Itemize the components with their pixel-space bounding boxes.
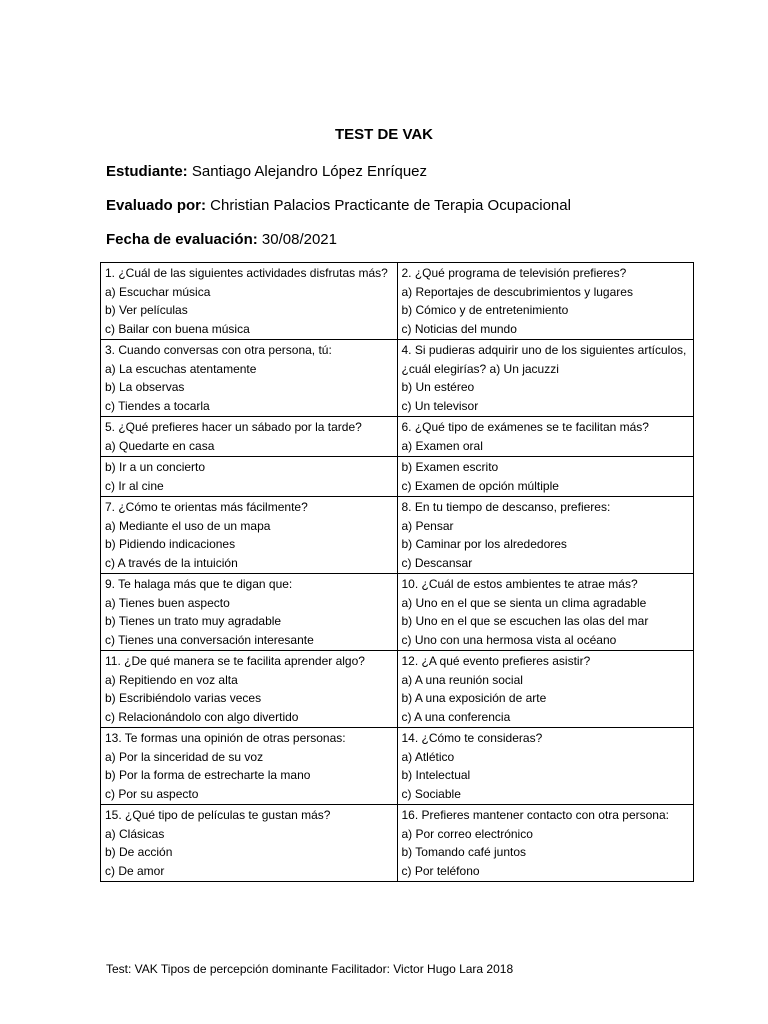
evaluator-line [106, 197, 571, 214]
answer-option: a) Quedarte en casa [105, 438, 215, 453]
answer-option: b) Ir a un concierto [105, 460, 206, 474]
question-row [101, 497, 694, 574]
question-cell [397, 497, 694, 574]
question-cell [101, 805, 398, 882]
question-row [101, 805, 694, 882]
question-text: 8. En tu tiempo de descanso, prefieres: [401, 500, 611, 514]
question-text: 5. ¿Qué prefieres hacer un sábado por la tarde? [105, 420, 362, 434]
answer-option: a) Reportajes de descubrimientos y lugares [401, 284, 633, 299]
question-table [100, 262, 694, 882]
answer-option: a) Mediante el uso de un mapa [105, 518, 271, 533]
question-cell [101, 457, 398, 497]
answer-option: b) Cómico y de entretenimiento [401, 303, 569, 317]
answer-option: c) Tienes una conversación interesante [105, 632, 314, 647]
question-cell [397, 417, 694, 457]
answer-option: b) Tomando café juntos [401, 845, 527, 859]
answer-option: c) Por su aspecto [105, 786, 199, 801]
evaluator-label: Evaluado por: [106, 197, 207, 214]
question-text: 6. ¿Qué tipo de exámenes se te facilitan más? [401, 420, 649, 434]
date-line [106, 231, 337, 248]
answer-option: c) Bailar con buena música [105, 321, 250, 336]
answer-option: a) Por la sinceridad de su voz [105, 749, 264, 764]
answer-option: b) Uno en el que se escuchen las olas del mar [401, 614, 649, 628]
question-cell [397, 651, 694, 728]
answer-option: c) Relacionándolo con algo divertido [105, 709, 299, 724]
answer-option: c) Un televisor [401, 398, 479, 413]
answer-option: b) Ver películas [105, 303, 188, 317]
question-cell [101, 497, 398, 574]
answer-option: c) Examen de opción múltiple [401, 478, 559, 493]
question-text: 2. ¿Qué programa de televisión prefieres? [401, 266, 627, 280]
answer-option: a) Tienes buen aspecto [105, 595, 230, 610]
answer-option: a) La escuchas atentamente [105, 361, 257, 376]
question-cell [101, 574, 398, 651]
question-row [101, 457, 694, 497]
question-text: 16. Prefieres mantener contacto con otra persona: [401, 808, 669, 822]
question-text: 3. Cuando conversas con otra persona, tú: [105, 343, 332, 357]
answer-option: a) Examen oral [401, 438, 483, 453]
question-text: 10. ¿Cuál de estos ambientes te atrae más? [401, 577, 638, 591]
answer-option: a) Uno en el que se sienta un clima agradable [401, 595, 647, 610]
answer-option: c) Sociable [401, 786, 461, 801]
answer-option: b) Escribiéndolo varias veces [105, 691, 262, 705]
answer-option: a) Clásicas [105, 826, 165, 841]
question-text: 7. ¿Cómo te orientas más fácilmente? [105, 500, 308, 514]
question-cell [397, 340, 694, 417]
question-cell [101, 263, 398, 340]
answer-option: b) Un estéreo [401, 380, 475, 394]
question-cell [101, 651, 398, 728]
question-row [101, 263, 694, 340]
question-text: 11. ¿De qué manera se te facilita aprender algo? [105, 654, 365, 668]
question-row [101, 417, 694, 457]
answer-option: b) Por la forma de estrecharte la mano [105, 768, 311, 782]
question-row [101, 574, 694, 651]
answer-option: c) Noticias del mundo [401, 321, 517, 336]
answer-option: c) Descansar [401, 555, 473, 570]
answer-option: c) Tiendes a tocarla [105, 398, 210, 413]
answer-option: c) Ir al cine [105, 478, 164, 493]
question-row [101, 651, 694, 728]
question-text: 15. ¿Qué tipo de películas te gustan más? [105, 808, 331, 822]
date-label: Fecha de evaluación: [106, 231, 258, 248]
question-cell [101, 417, 398, 457]
question-cell [397, 574, 694, 651]
answer-option: c) A una conferencia [401, 709, 511, 724]
question-text: 12. ¿A qué evento prefieres asistir? [401, 654, 591, 668]
answer-option: c) De amor [105, 863, 165, 878]
evaluator-name: Christian Palacios Practicante de Terapia Ocupacional [206, 197, 571, 214]
answer-option: b) La observas [105, 380, 185, 394]
answer-option: b) Examen escrito [401, 460, 499, 474]
question-text: 14. ¿Cómo te consideras? [401, 731, 543, 745]
question-cell [397, 728, 694, 805]
student-line [106, 163, 427, 180]
question-cell [397, 805, 694, 882]
student-label: Estudiante: [106, 163, 188, 180]
question-text: 1. ¿Cuál de las siguientes actividades disfrutas más? [105, 266, 388, 280]
answer-option: b) Pidiendo indicaciones [105, 537, 236, 551]
question-cell [397, 457, 694, 497]
question-cell [101, 340, 398, 417]
question-row [101, 728, 694, 805]
answer-option: a) Pensar [401, 518, 454, 533]
question-cell [101, 728, 398, 805]
student-name: Santiago Alejandro López Enríquez [187, 163, 428, 180]
date-value: 30/08/2021 [257, 231, 337, 248]
answer-option: c) Por teléfono [401, 863, 480, 878]
question-text: 4. Si pudieras adquirir uno de los siguientes artículos, ¿cuál elegirías? a) Un jacuzzi [401, 343, 687, 376]
answer-option: a) A una reunión social [401, 672, 523, 687]
question-row [101, 340, 694, 417]
answer-option: c) A través de la intuición [105, 555, 238, 570]
answer-option: a) Atlético [401, 749, 455, 764]
answer-option: a) Por correo electrónico [401, 826, 533, 841]
question-cell [397, 263, 694, 340]
answer-option: b) Intelectual [401, 768, 471, 782]
footer-note: Test: VAK Tipos de percepción dominante Facilitador: Victor Hugo Lara 2018 [106, 962, 514, 976]
answer-option: b) Caminar por los alrededores [401, 537, 567, 551]
question-text: 13. Te formas una opinión de otras personas: [105, 731, 346, 745]
answer-option: b) Tienes un trato muy agradable [105, 614, 282, 628]
answer-option: a) Escuchar música [105, 284, 211, 299]
answer-option: b) A una exposición de arte [401, 691, 547, 705]
answer-option: a) Repitiendo en voz alta [105, 672, 238, 687]
question-text: 9. Te halaga más que te digan que: [105, 577, 293, 591]
document-title: TEST DE VAK [334, 126, 434, 143]
answer-option: c) Uno con una hermosa vista al océano [401, 632, 617, 647]
answer-option: b) De acción [105, 845, 173, 859]
